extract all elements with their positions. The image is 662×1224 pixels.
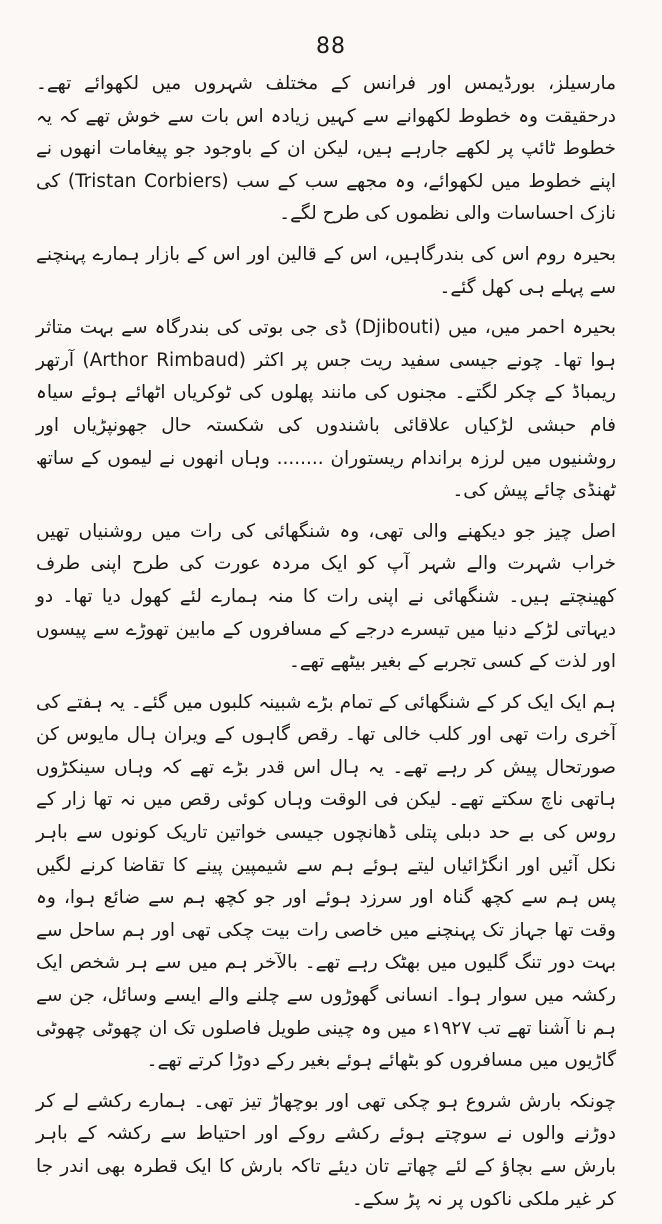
paragraph-night-clubs: ہم ایک ایک کر کے شنگھائی کے تمام بڑے شبینہ کلبوں میں گئے۔ یہ ہفتے کی آخری رات تھی اور کلب خالی تھا۔ رقص گاہوں کے ویران ہال مایوس کن صورتحال پیش کر رہے تھے۔ یہ ہال اس قدر بڑے تھے کہ وہاں سینکڑوں ہاتھی ناچ سکتے تھے۔ لیکن فی الوقت وہاں کوئی رقص میں نہ تھا زار کے روس کی بے حد دبلی پتلی ڈھانچوں جیسی خواتین تاریک کونوں سے باہر نکل آئیں اور انگڑائیاں لیتے ہوئے ہم سے شیمپین پینے کا تقاضا کرنے لگیں پس ہم سے کچھ گناہ اور سرزد ہوئے اور جو کچھ ہم سے ضائع ہوا، وہ وقت تھا جہاز تک پہنچنے میں خاصی رات بیت چکی تھی اور ہم ساحل سے بہت دور تنگ گلیوں میں بھٹک رہے تھے۔ بالآخر ہم میں سے ہر شخص ایک رکشہ میں سوار ہوا۔ انسانی گھوڑوں سے چلنے والے ایسے وسائل، جن سے ہم نا آشنا تھے تب ۱۹۲۷ء میں وہ چینی طویل فاصلوں تک ان چھوٹی چھوٹی گاڑیوں میں مسافروں کو بٹھائے ہوئے بغیر رکے دوڑا کرتے تھے۔ (36, 691, 616, 1072)
page-number: 88 (316, 34, 346, 59)
paragraph-shanghai-night: اصل چیز جو دیکھنے والی تھی، وہ شنگھائی کی رات میں روشنیاں تھیں خراب شہرت والے شہر آپ کو ایک مردہ عورت کی طرح اپنی طرف کھینچتے ہیں۔ شنگھائی نے اپنی رات کا منہ ہمارے لئے کھول دیا تھا۔ دو دیہاتی لڑکے دنیا میں تیسرے درجے کے مسافروں کے مابین تھوڑے سے پیسوں اور لذت کے کسی تجربے کے بغیر بیٹھے تھے۔ (36, 520, 616, 673)
paragraph-mediterranean: بحیرہ روم اس کی بندرگاہیں، اس کے قالین اور اس کے بازار ہمارے پہنچنے سے پہلے ہی کھل گئے۔ (36, 243, 616, 298)
paragraph-letters: مارسیلز، بورڈیمس اور فرانس کے مختلف شہروں میں لکھوائے تھے۔ درحقیقت وہ خطوط لکھوانے سے کہیں زیادہ اس بات سے خوش تھے کہ یہ خطوط ٹائپ پر لکھے جارہے ہیں، لیکن ان کے باوجود جو پیغامات انھوں نے اپنے خطوط میں لکھوائے، وہ مجھے سب کے سب (Tristan Corbiers) کی نازک احساسات والی نظموں کی طرح لگے۔ (36, 73, 616, 225)
paragraph-red-sea: بحیرہ احمر میں، میں (Djibouti) ڈی جی بوتی کی بندرگاہ سے بہت متاثر ہوا تھا۔ چونے جیسی سفید ریت جس پر اکثر (Arthor Rimbaud) آرتھر ریمباڈ کے چکر لگتے۔ مجنوں کی مانند پھلوں کی ٹوکریاں اٹھائے ہوئے سیاہ فام حبشی لڑکیاں علاقائی باشندوں کی شکستہ حال جھونپڑیاں اور روشنیوں میں لرزہ براندام ریستوران ........ وہاں انھوں نے لیموں کے ساتھ ٹھنڈی چائے پیش کی۔ (36, 317, 617, 502)
page-body-text (36, 68, 616, 1224)
paragraph-rain: چونکہ بارش شروع ہو چکی تھی اور بوچھاڑ تیز تھی۔ ہمارے رکشے لے کر دوڑنے والوں نے سوچتے ہوئے رکشے روکے اور احتیاط سے رکشہ کے باہر بارش سے بچاؤ کے لئے چھاتے تان دیئے تاکہ بارش کا ایک قطرہ بھی اندر جا کر غیر ملکی ناکوں پر نہ پڑ سکے۔ (36, 1090, 616, 1210)
